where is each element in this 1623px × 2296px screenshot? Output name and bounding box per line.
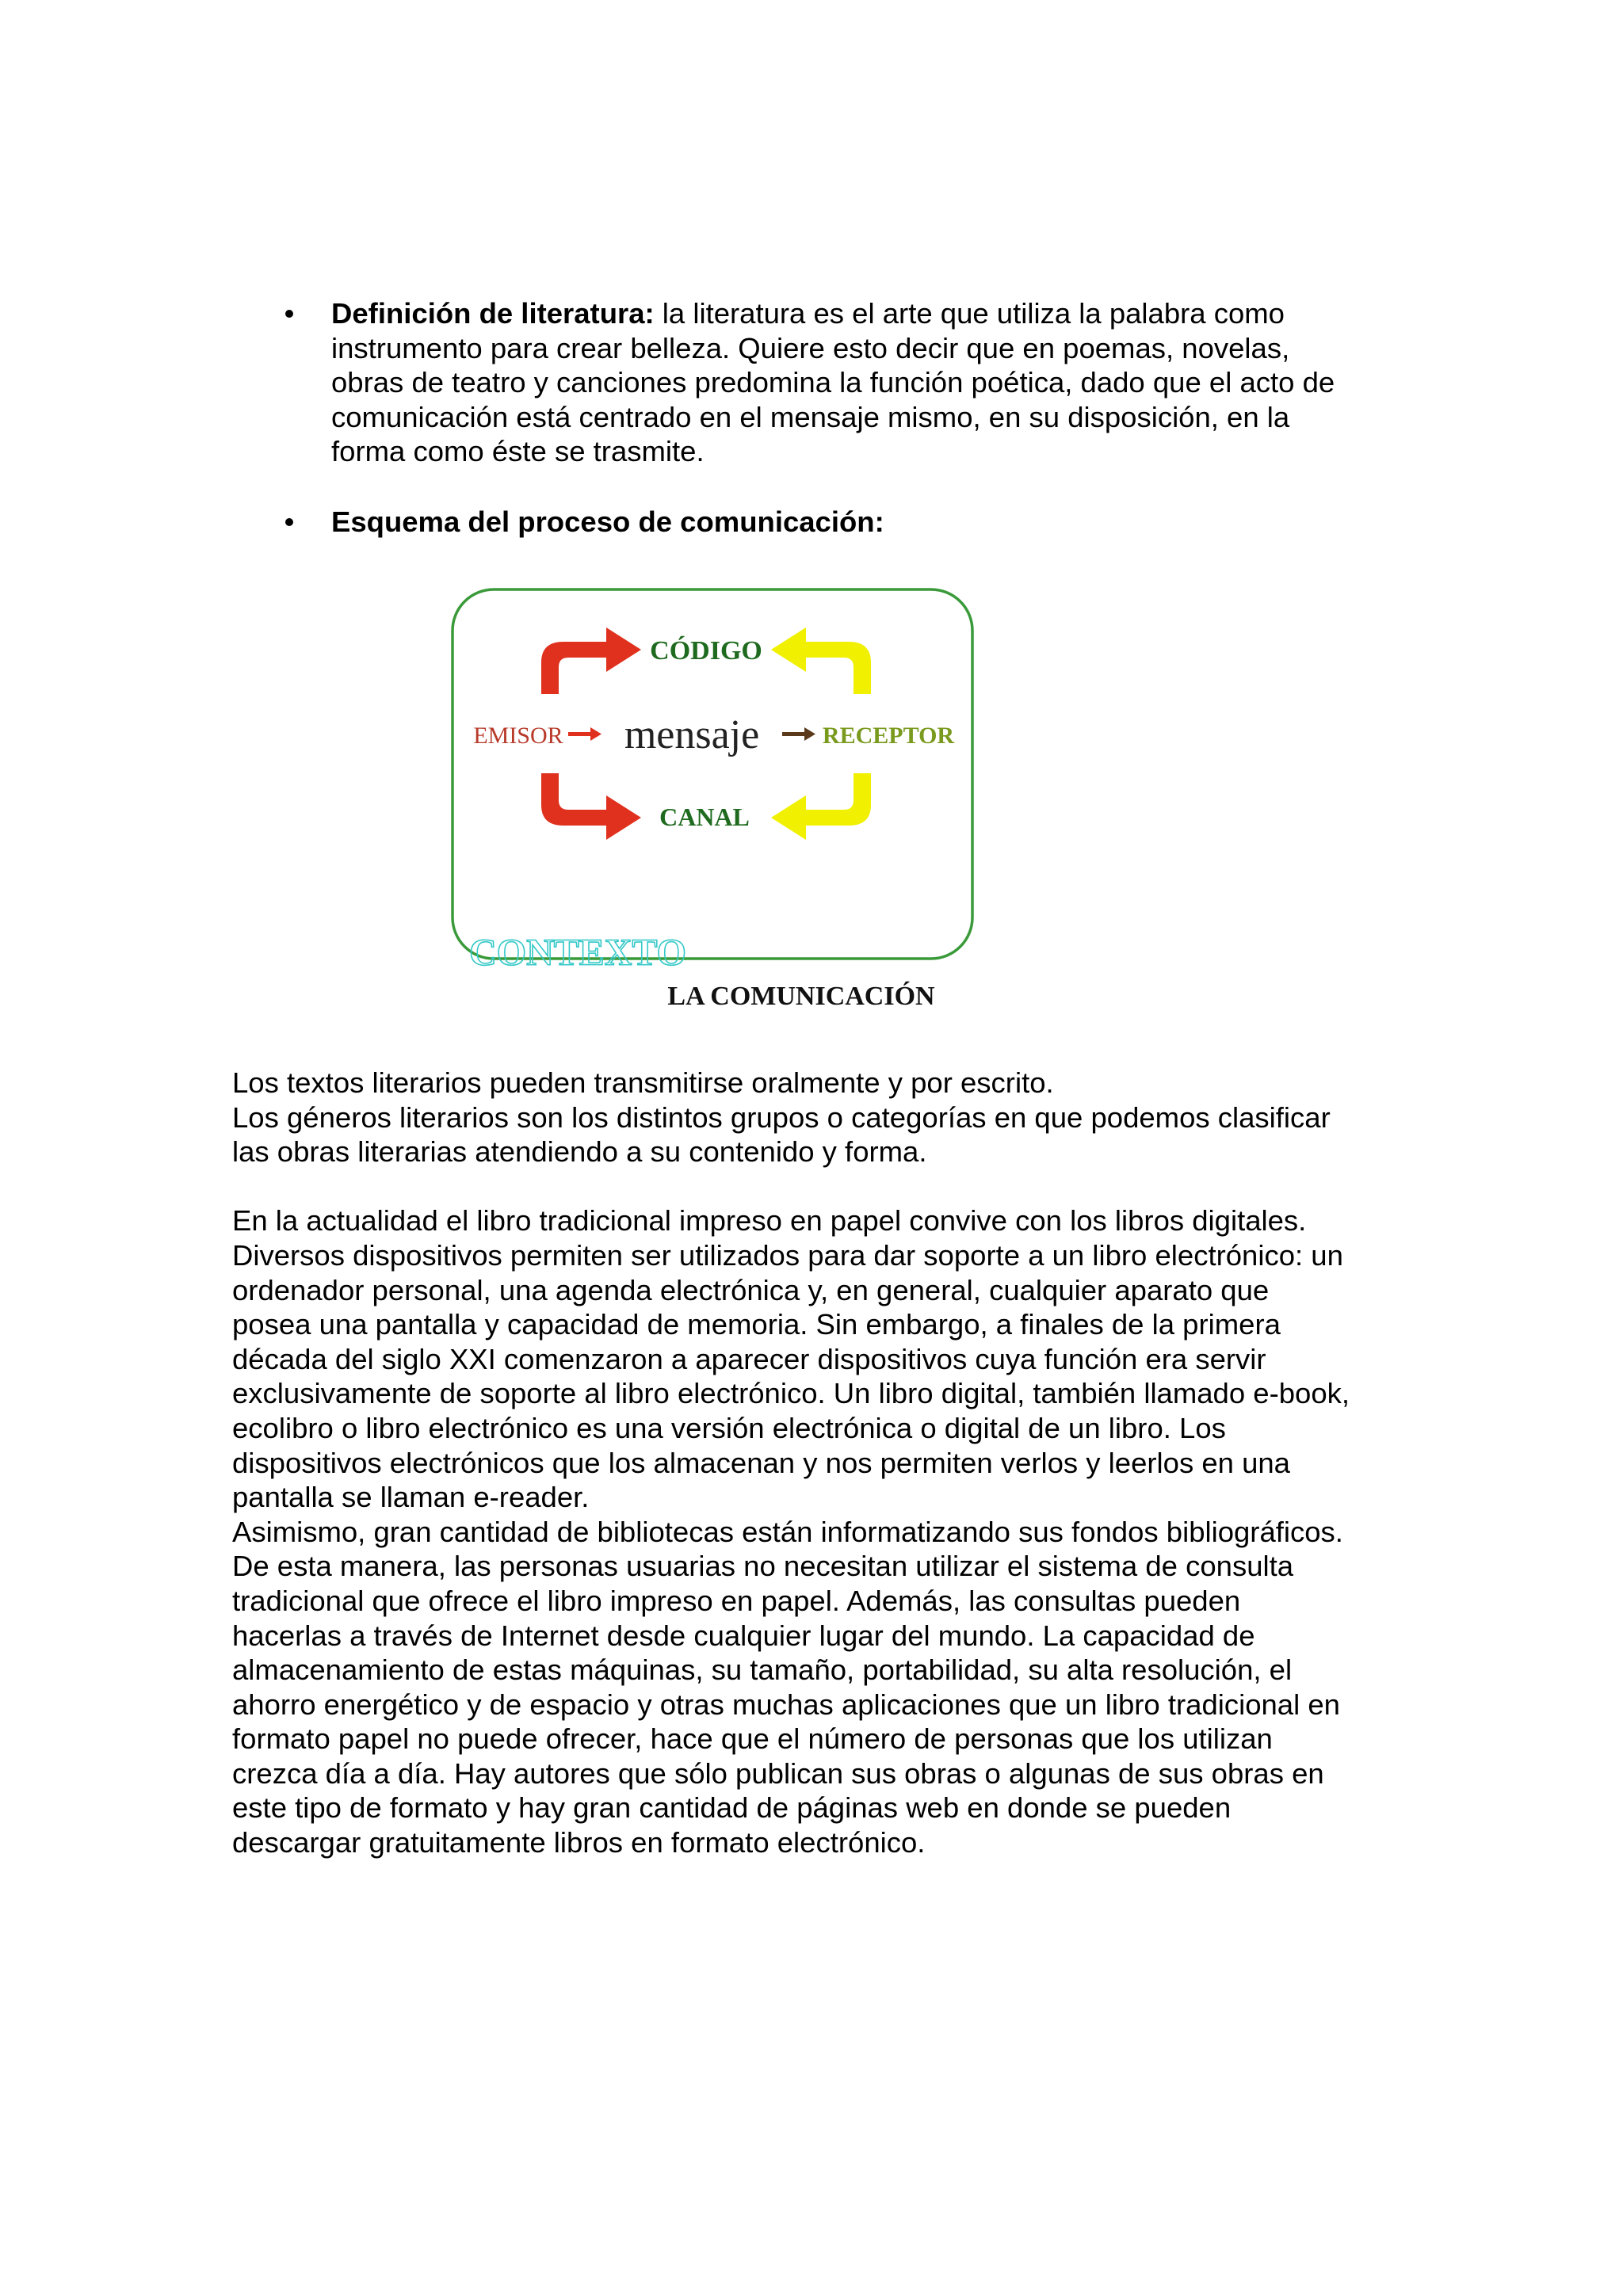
bullet-term: Definición de literatura: [331,297,655,330]
bullet-dot-icon [285,518,293,526]
receptor-arrow-icon [782,727,815,741]
red-arrow-bottom-icon [541,773,641,840]
yellow-arrow-top-icon [771,627,871,694]
bullet-communication-scheme [277,505,1387,540]
emisor-arrow-icon [568,727,601,741]
paragraph-genres: Los géneros literarios son los distintos grupos o categorías en que podemos clasificar las obras literarias atendiendo a su contenido y forma. [232,1100,1331,1169]
paragraph-libraries: Asimismo, gran cantidad de bibliotecas están informatizando sus fondos bibliográficos. De esta manera, las personas usuarias no necesitan utilizar el sistema de consulta tradicional que ofrece el libro impreso en papel. Además, las consultas pueden hacerlas a través de Internet desde cualquier lugar del mundo. La capacidad de almacenamiento de estas máquinas, su tamaño, portabilidad, su alta resolución, el ahorro energético y de espacio y otras muchas aplicaciones que un libro tradicional en formato papel no puede ofrecer, hace que el número de personas que los utilizan crezca día a día. Hay autores que sólo publican sus obras o algunas de sus obras en este tipo de formato y hay gran cantidad de páginas web en donde se pueden descargar gratuitamente libros en formato electrónico. [232,1515,1343,1859]
receptor-label: RECEPTOR [822,723,955,749]
mensaje-label: mensaje [624,712,760,757]
bullet-dot-icon [285,310,293,318]
diagram-caption: LA COMUNICACIÓN [667,982,935,1011]
paragraph-transmission: Los textos literarios pueden transmitirse oralmente y por escrito. [232,1066,1054,1099]
paragraph-ebooks: En la actualidad el libro tradicional impreso en papel convive con los libros digitales. Diversos dispositivos permiten ser utilizados para dar soporte a un libro electrónico: un ordenador personal, una agenda electrónica y, en general, cualquier aparato que posea una pantalla y capacidad de memoria. Sin embargo, a finales de la primera década del siglo XXI comenzaron a aparecer dispositivos cuya función era servir exclusivamente de soporte al libro electrónico. Un libro digital, también llamado e-book, ecolibro o libro electrónico es una versión electrónica o digital de un libro. Los dispositivos electrónicos que los almacenan y nos permiten verlos y leerlos en una pantalla se llaman e-reader. [232,1204,1350,1514]
canal-label: CANAL [659,803,750,831]
communication-diagram [440,577,979,1028]
codigo-label: CÓDIGO [650,636,762,666]
red-arrow-top-icon [541,627,641,694]
contexto-label: CONTEXTO [469,932,686,974]
body-text [232,1066,1421,1860]
yellow-arrow-bottom-icon [771,773,871,840]
bullet-literature-definition [277,296,1387,469]
bullet-term: Esquema del proceso de comunicación: [331,505,884,538]
bullet-list [277,296,1387,540]
communication-diagram-svg [440,577,979,1028]
bullet-text: la literatura es el arte que utiliza la palabra como instrumento para crear belleza. Quiere esto decir que en poemas, novelas, obras de teatro y canciones predomina la función poética, dado que el acto de comunicación está centrado en el mensaje mismo, en su disposición, en la forma como éste se trasmite. [331,297,1335,468]
emisor-label: EMISOR [473,723,563,749]
